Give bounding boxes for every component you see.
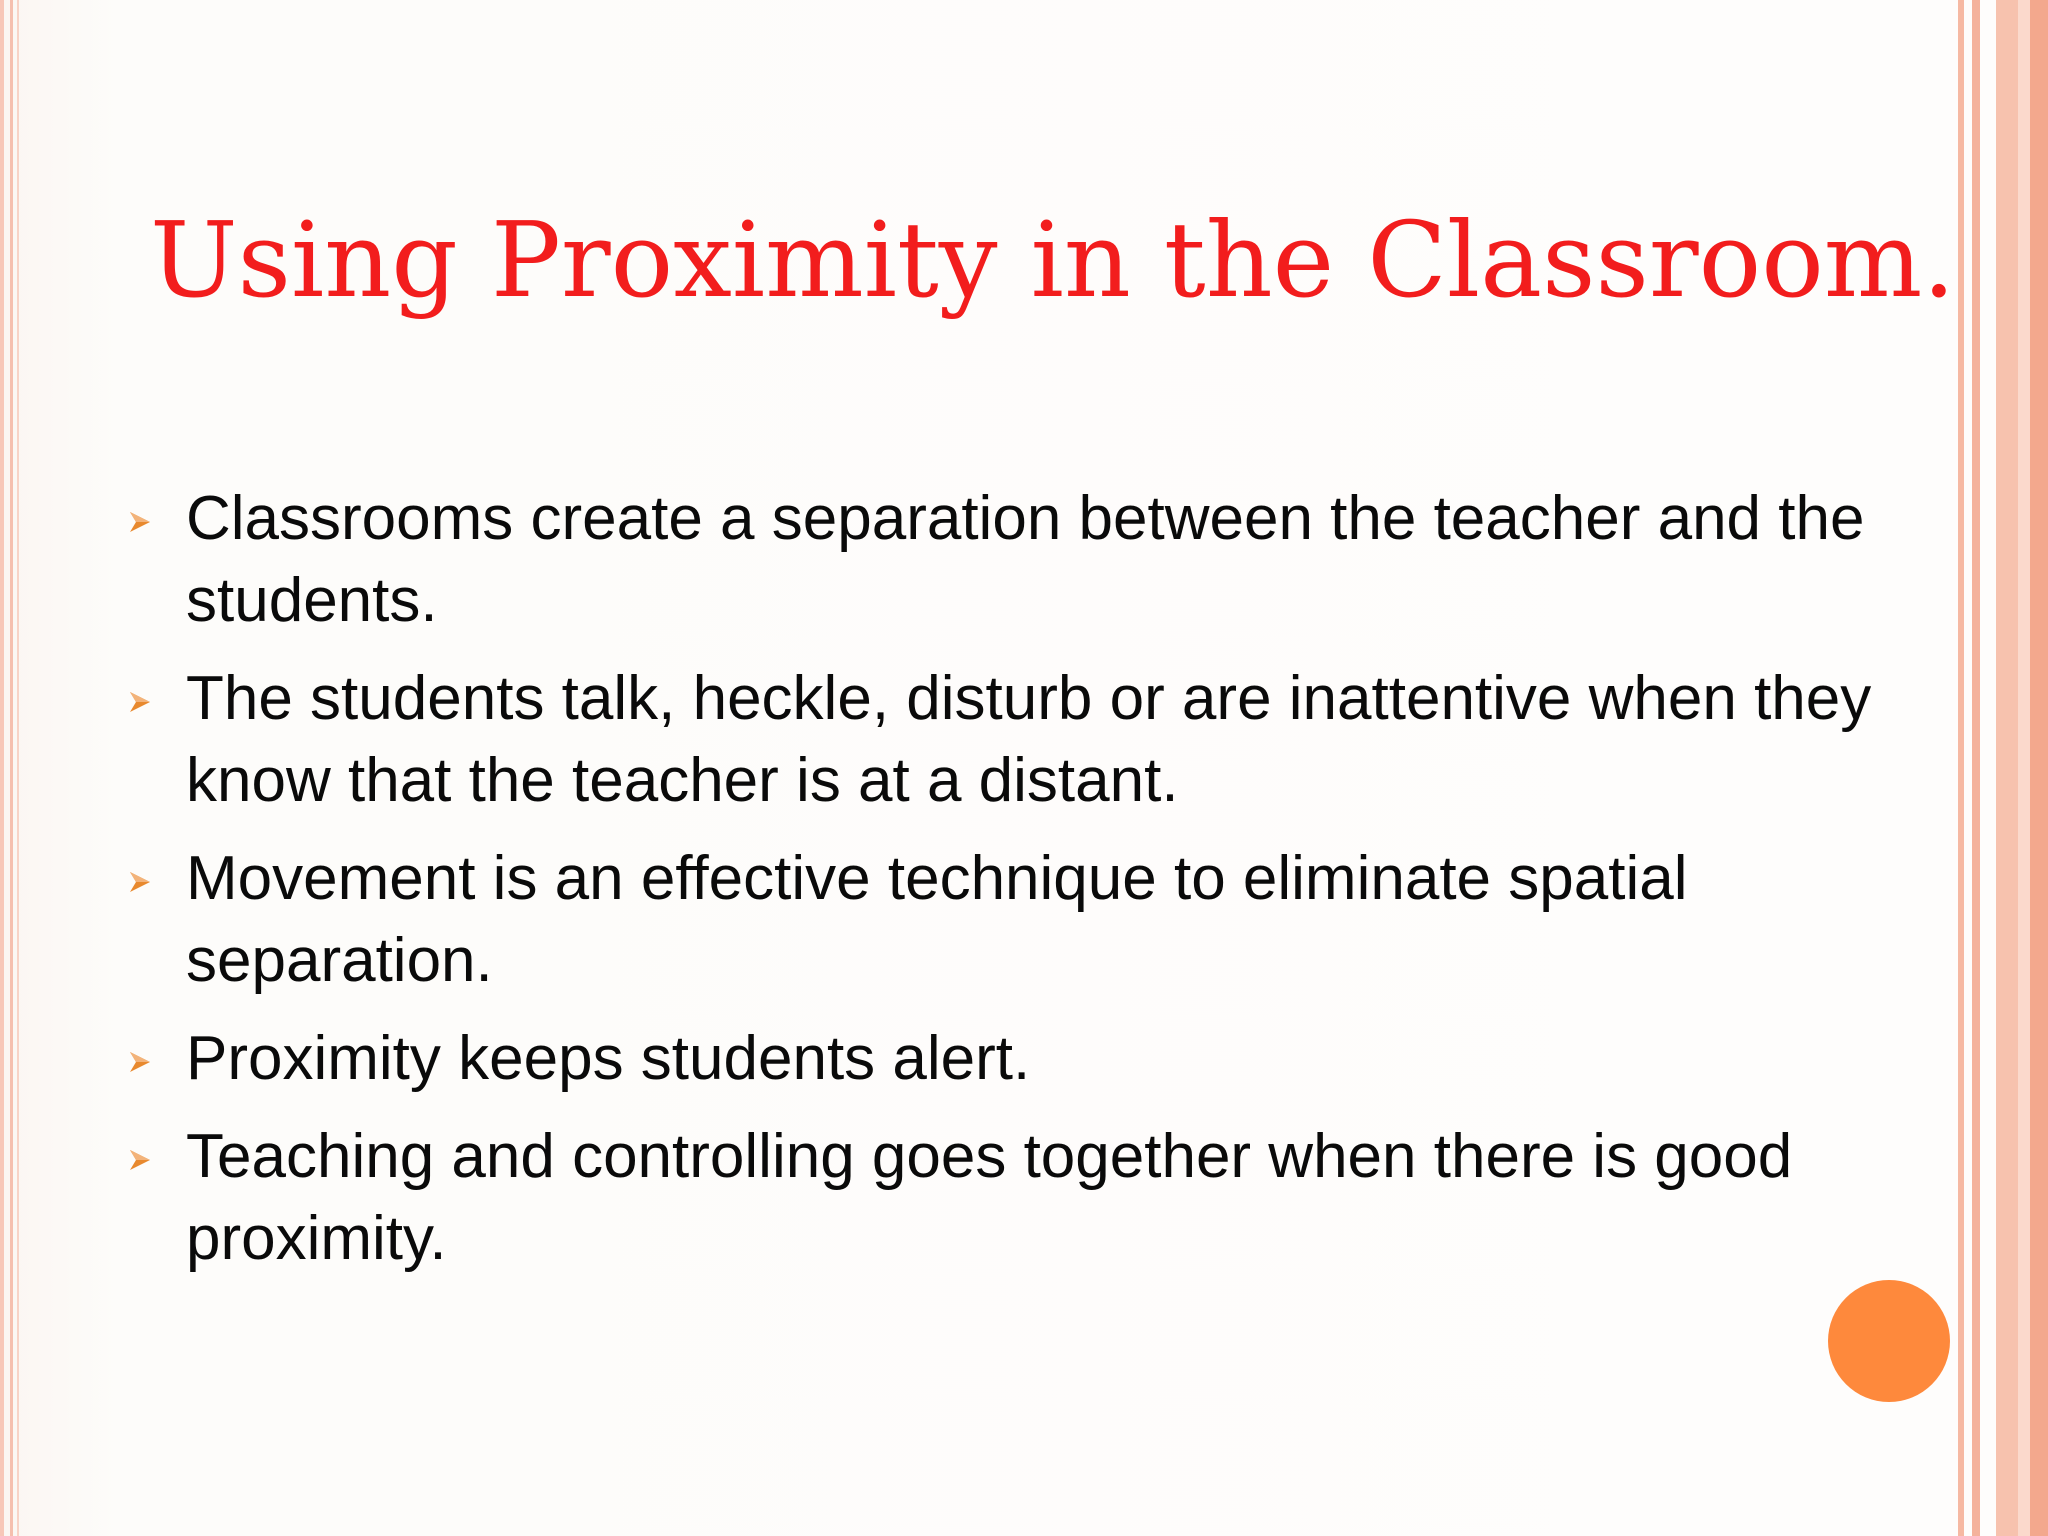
bullet-item (120, 1116, 1920, 1280)
right-border-stripe (1996, 0, 2018, 1536)
accent-circle (1828, 1280, 1950, 1402)
bullet-item (120, 1018, 1920, 1100)
arrowhead-bullet-icon (126, 1048, 154, 1076)
slide-title: Using Proximity in the Classroom. (150, 199, 1956, 321)
left-border-stripe (0, 0, 4, 1536)
bullet-list (120, 478, 1920, 1296)
right-border-stripe (1958, 0, 1964, 1536)
arrowhead-bullet-icon (126, 1146, 154, 1174)
right-border-stripe (1972, 0, 1980, 1536)
right-border-stripe (2030, 0, 2048, 1536)
bullet-item (120, 478, 1920, 642)
arrowhead-bullet-icon (126, 688, 154, 716)
bullet-item (120, 838, 1920, 1002)
left-border-stripe (17, 0, 19, 1536)
bullet-item (120, 658, 1920, 822)
bullet-text: Proximity keeps students alert. (186, 1024, 1031, 1093)
bullet-text: Teaching and controlling goes together when there is good proximity. (186, 1122, 1793, 1273)
bullet-text: The students talk, heckle, disturb or are inattentive when they know that the teacher is at a distant. (186, 664, 1872, 815)
left-border-stripe (10, 0, 13, 1536)
arrowhead-bullet-icon (126, 868, 154, 896)
bullet-text: Classrooms create a separation between the teacher and the students. (186, 484, 1865, 635)
arrowhead-bullet-icon (126, 508, 154, 536)
bullet-text: Movement is an effective technique to eliminate spatial separation. (186, 844, 1688, 995)
